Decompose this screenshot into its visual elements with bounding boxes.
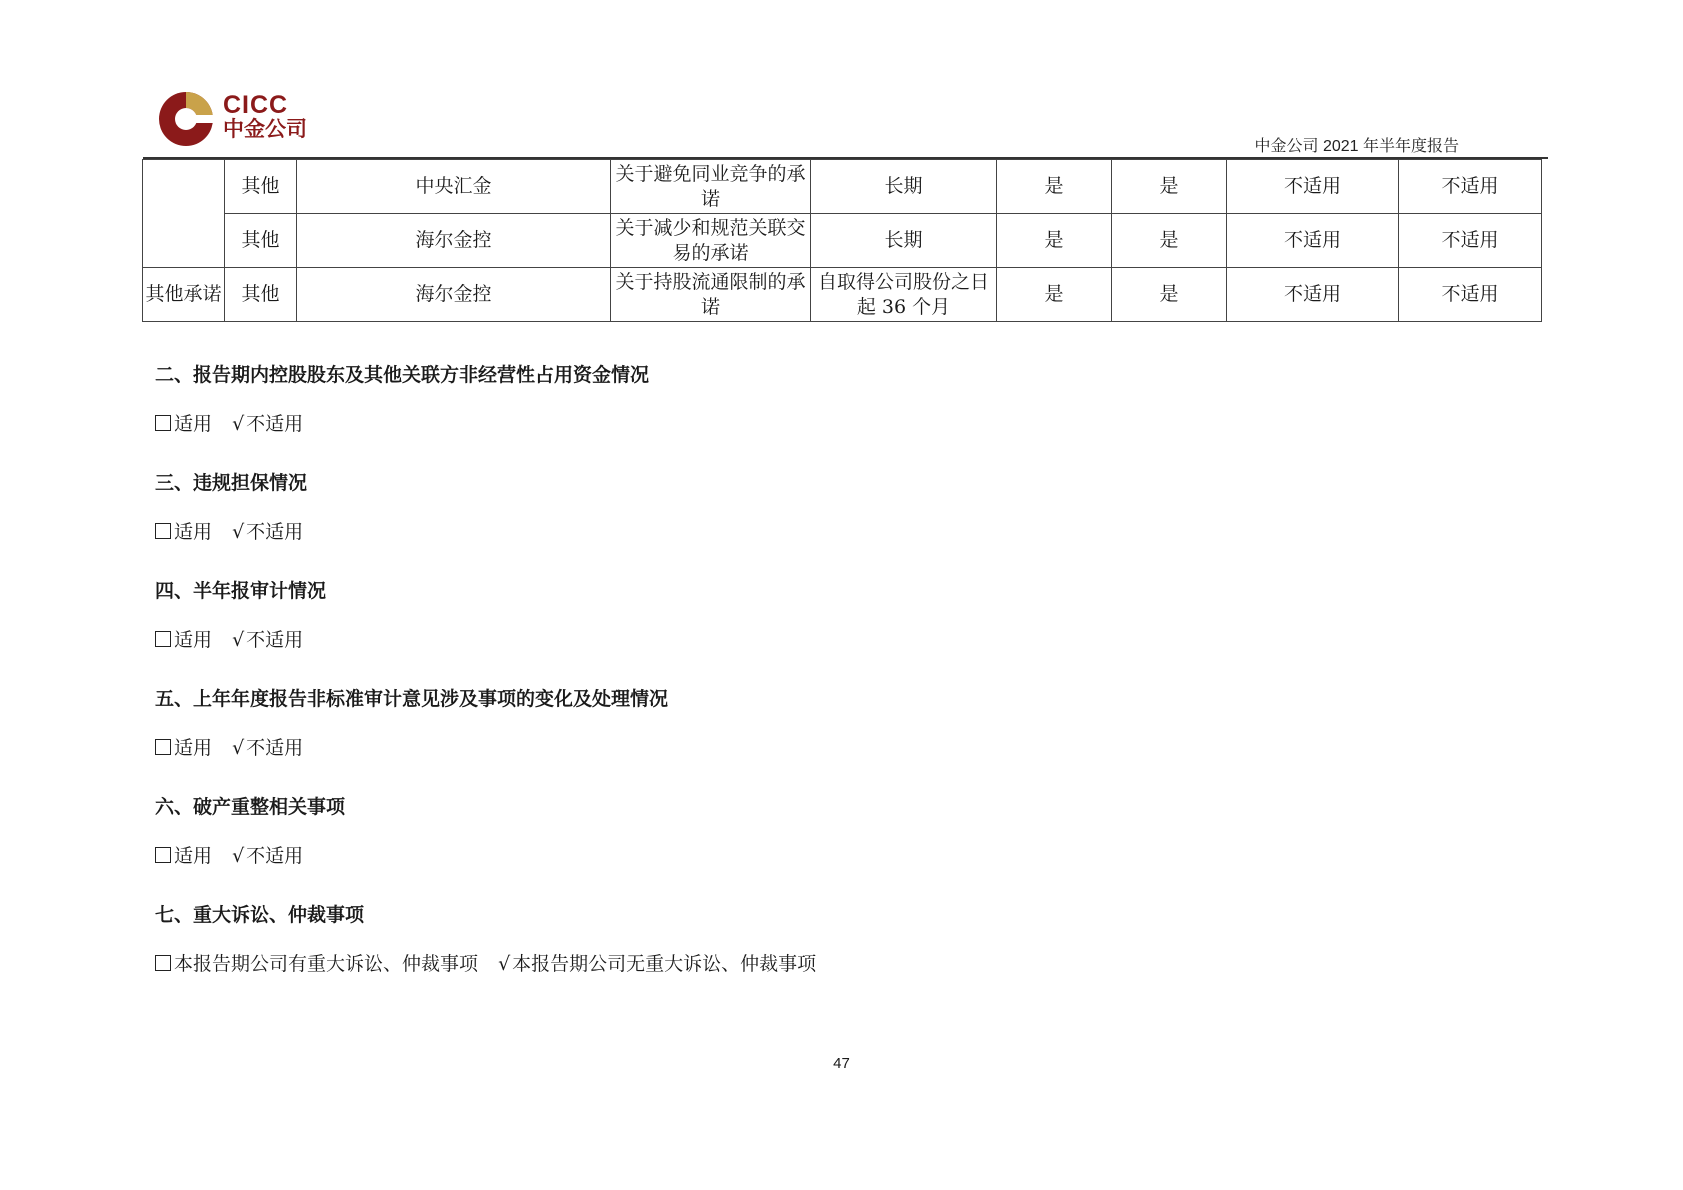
checkbox-empty-icon — [155, 523, 171, 539]
check-mark-icon: √ — [232, 521, 245, 543]
table-cell: 是 — [997, 268, 1112, 322]
check-mark-icon: √ — [232, 629, 245, 651]
option-checked: √ 不适用 — [232, 845, 304, 867]
option-checked: √ 不适用 — [232, 521, 304, 543]
table-cell: 中央汇金 — [297, 160, 611, 214]
table-cell: 是 — [1112, 268, 1227, 322]
section-title: 五、上年年度报告非标准审计意见涉及事项的变化及处理情况 — [155, 688, 669, 710]
section-7 — [155, 900, 816, 976]
option-checked: √ 不适用 — [232, 629, 304, 651]
section-title: 三、违规担保情况 — [155, 472, 308, 494]
table-cell — [143, 160, 225, 268]
cicc-logo — [157, 90, 317, 148]
applicability-options — [155, 625, 326, 652]
table-row — [143, 214, 1542, 268]
table-cell: 是 — [997, 160, 1112, 214]
checkbox-empty-icon — [155, 847, 171, 863]
section-title: 四、半年报审计情况 — [155, 580, 327, 602]
checkbox-empty-icon — [155, 415, 171, 431]
table-cell: 其他 — [225, 268, 297, 322]
applicability-options — [155, 733, 668, 760]
applicability-options — [155, 841, 345, 868]
section-title: 二、报告期内控股股东及其他关联方非经营性占用资金情况 — [155, 364, 650, 386]
option-unchecked: 适用 — [155, 841, 212, 868]
check-mark-icon: √ — [232, 413, 245, 435]
table-cell: 关于减少和规范关联交易的承诺 — [611, 214, 811, 268]
table-row — [143, 160, 1542, 214]
option-unchecked: 适用 — [155, 733, 212, 760]
table-cell: 其他 — [225, 160, 297, 214]
option-checked: √ 本报告期公司无重大诉讼、仲裁事项 — [498, 953, 817, 975]
checkbox-empty-icon — [155, 739, 171, 755]
section-6 — [155, 792, 345, 868]
table-cell: 不适用 — [1227, 214, 1399, 268]
logo-text-en: CICC — [223, 91, 289, 119]
page-header — [0, 0, 1683, 170]
checkbox-empty-icon — [155, 631, 171, 647]
page-number: 47 — [833, 1055, 850, 1072]
applicability-options — [155, 949, 816, 976]
option-unchecked: 适用 — [155, 625, 212, 652]
table-cell: 是 — [997, 214, 1112, 268]
section-3 — [155, 468, 307, 544]
section-5 — [155, 684, 668, 760]
table-cell: 是 — [1112, 160, 1227, 214]
applicability-options — [155, 517, 307, 544]
check-mark-icon: √ — [232, 845, 245, 867]
commitment-table — [142, 159, 1542, 322]
table-cell: 海尔金控 — [297, 214, 611, 268]
table-cell: 不适用 — [1399, 160, 1542, 214]
table-cell: 不适用 — [1399, 268, 1542, 322]
section-title: 六、破产重整相关事项 — [155, 796, 346, 818]
table-cell: 关于避免同业竞争的承诺 — [611, 160, 811, 214]
option-checked: √ 不适用 — [232, 737, 304, 759]
table-row — [143, 268, 1542, 322]
section-4 — [155, 576, 326, 652]
section-title: 七、重大诉讼、仲裁事项 — [155, 904, 365, 926]
table-cell: 长期 — [811, 214, 997, 268]
applicability-options — [155, 409, 649, 436]
check-mark-icon: √ — [498, 953, 511, 975]
option-unchecked: 适用 — [155, 409, 212, 436]
option-checked: √ 不适用 — [232, 413, 304, 435]
table-cell: 不适用 — [1399, 214, 1542, 268]
table-cell: 不适用 — [1227, 268, 1399, 322]
table-cell: 是 — [1112, 214, 1227, 268]
section-2 — [155, 360, 649, 436]
option-unchecked: 适用 — [155, 517, 212, 544]
table-cell: 其他承诺 — [143, 268, 225, 322]
logo-text-cn: 中金公司 — [223, 118, 307, 141]
table-cell: 关于持股流通限制的承诺 — [611, 268, 811, 322]
check-mark-icon: √ — [232, 737, 245, 759]
option-unchecked: 本报告期公司有重大诉讼、仲裁事项 — [155, 949, 478, 976]
cicc-logo-icon — [157, 90, 215, 148]
table-cell: 自取得公司股份之日起 36 个月 — [811, 268, 997, 322]
checkbox-empty-icon — [155, 955, 171, 971]
table-cell: 长期 — [811, 160, 997, 214]
table-cell: 其他 — [225, 214, 297, 268]
table-cell: 不适用 — [1227, 160, 1399, 214]
table-cell: 海尔金控 — [297, 268, 611, 322]
report-title: 中金公司 2021 年半年度报告 — [1254, 138, 1459, 155]
